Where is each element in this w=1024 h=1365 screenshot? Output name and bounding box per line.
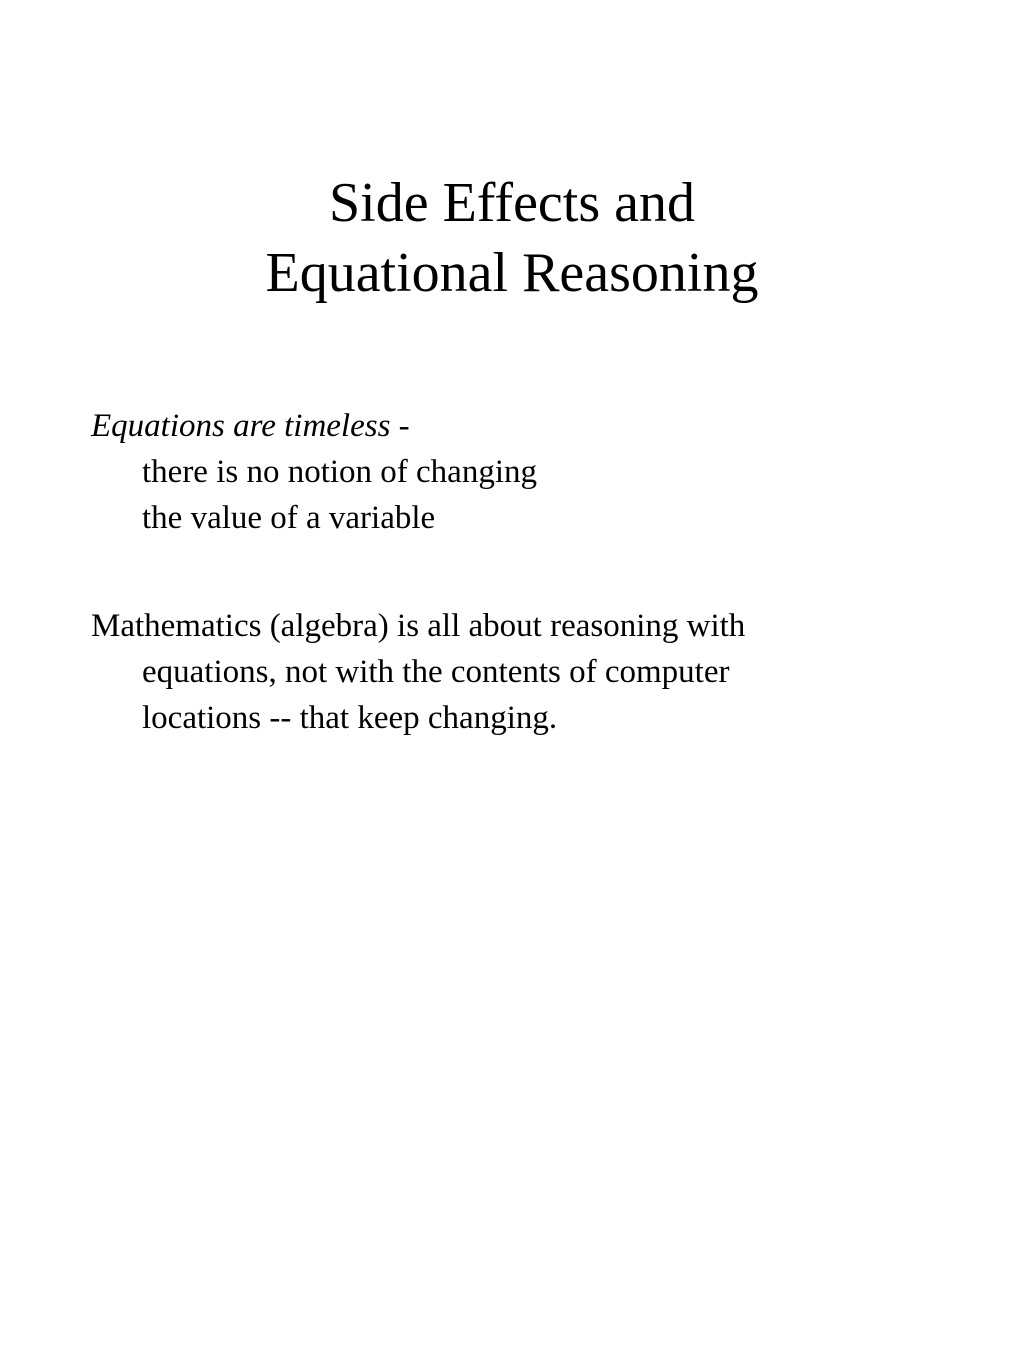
point-1-lead-dash: - [390,408,410,444]
point-2-line-1: Mathematics (algebra) is all about reasoning with [91,608,746,644]
slide-title-line-1: Side Effects and [329,172,695,234]
point-equations-timeless [91,403,951,541]
point-2-line-2: equations, not with the contents of computer [142,654,730,690]
point-mathematics-reasoning [91,603,951,741]
point-1-line-2: there is no notion of changing [142,454,538,490]
point-1-italic-lead: Equations are timeless [91,408,391,444]
slide-title-line-2: Equational Reasoning [265,242,759,304]
point-1-line-3: the value of a variable [142,500,436,536]
point-2-line-3: locations -- that keep changing. [142,700,558,736]
point-1-line-1 [91,403,951,449]
slide-title [0,168,1024,308]
